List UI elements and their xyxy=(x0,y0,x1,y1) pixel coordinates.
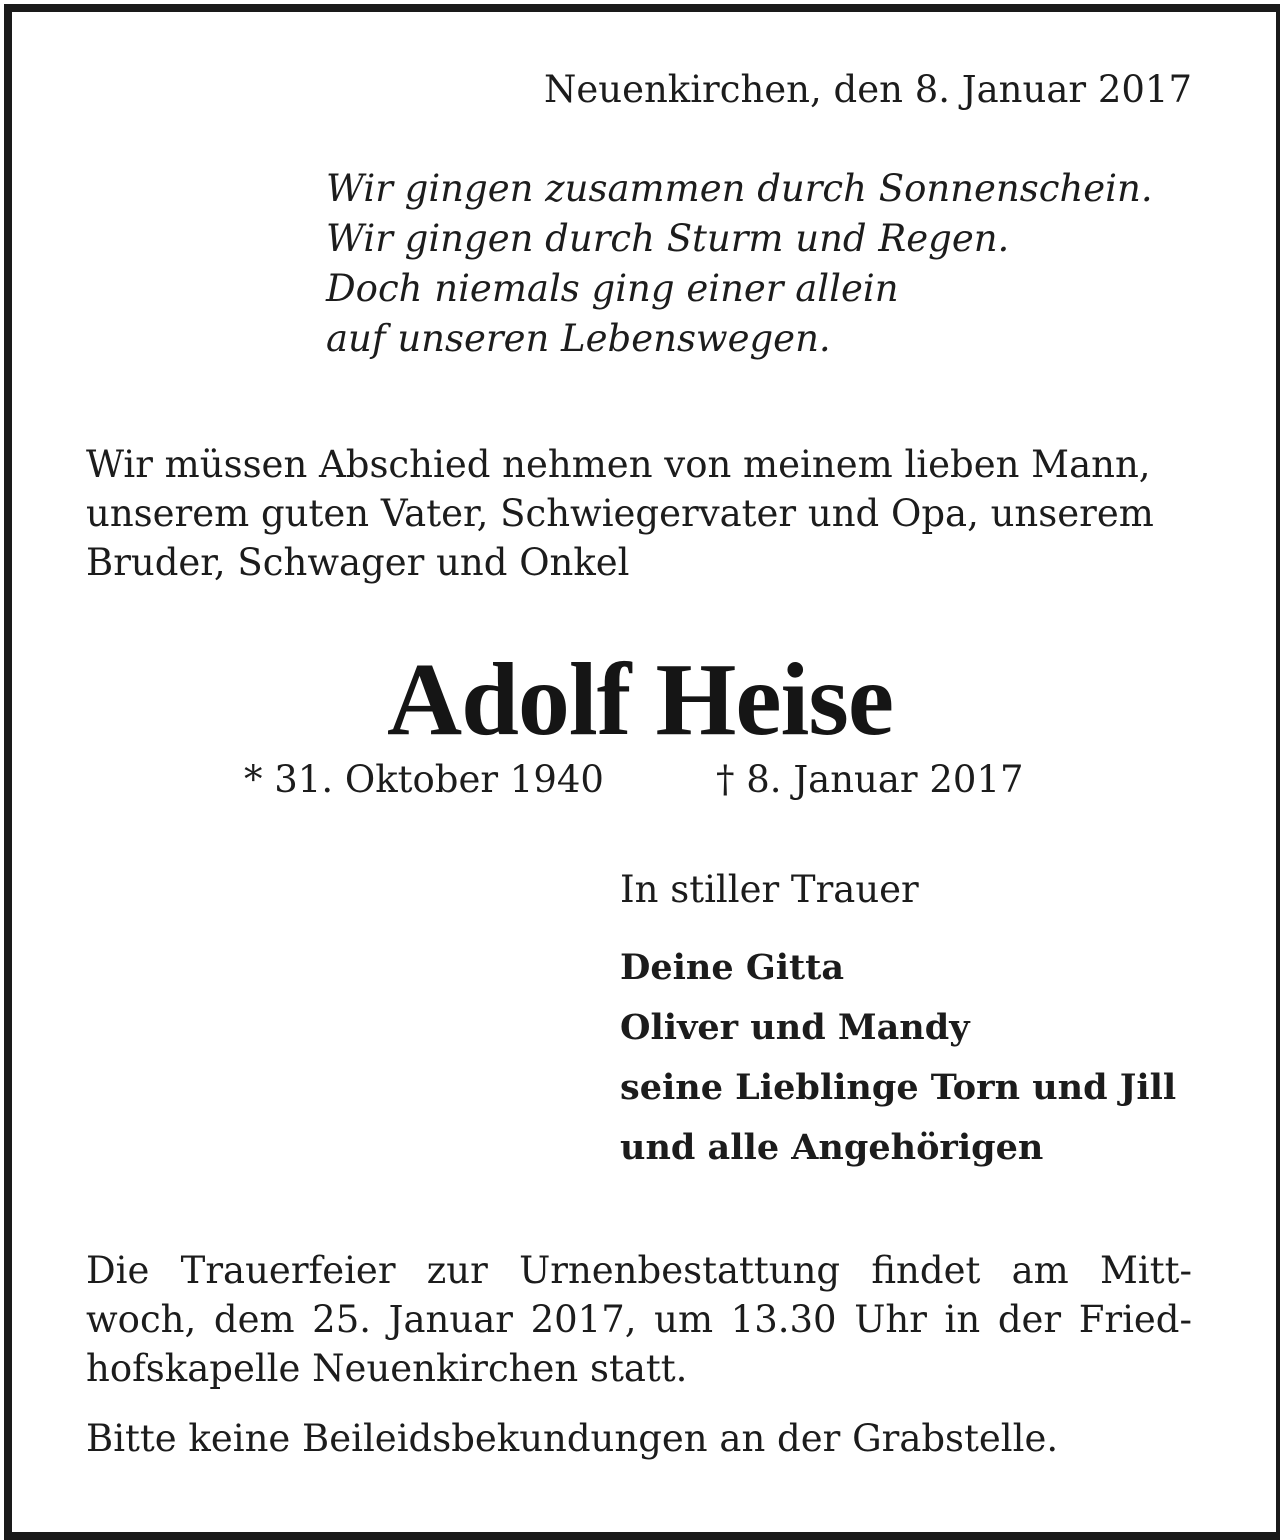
mourning-intro: In stiller Trauer xyxy=(620,868,919,911)
intro-line: Wir müssen Abschied nehmen von meinem lieben Mann, xyxy=(86,443,1151,486)
service-line: hofskapelle Neuenkirchen statt. xyxy=(86,1347,688,1390)
poem-line: auf unseren Lebenswegen. xyxy=(326,317,831,360)
mourner-line: und alle Angehörigen xyxy=(620,1127,1044,1168)
intro-line: Bruder, Schwager und Onkel xyxy=(86,541,630,584)
mourner-line: seine Lieblinge Torn und Jill xyxy=(620,1067,1177,1108)
poem xyxy=(326,164,1153,364)
mourner-line: Deine Gitta xyxy=(620,947,845,988)
deceased-name: Adolf Heise xyxy=(386,642,894,757)
birth-date: * 31. Oktober 1940 xyxy=(244,758,604,801)
mourner-line: Oliver und Mandy xyxy=(620,1007,970,1048)
mourners-list xyxy=(620,938,1176,1178)
poem-line: Wir gingen zusammen durch Sonnenschein. xyxy=(326,167,1153,210)
intro-text xyxy=(86,440,1154,587)
poem-line: Doch niemals ging einer allein xyxy=(326,267,899,310)
service-info xyxy=(86,1246,1192,1393)
poem-line: Wir gingen durch Sturm und Regen. xyxy=(326,217,1010,260)
service-line: Die Trauerfeier zur Urnenbestattung findet am Mitt- xyxy=(86,1249,1192,1292)
condolence-note: Bitte keine Beileidsbekundungen an der Grabstelle. xyxy=(86,1417,1059,1460)
death-date: † 8. Januar 2017 xyxy=(716,758,1024,801)
place-date: Neuenkirchen, den 8. Januar 2017 xyxy=(543,68,1192,111)
service-line: woch, dem 25. Januar 2017, um 13.30 Uhr in der Fried- xyxy=(86,1298,1192,1341)
intro-line: unserem guten Vater, Schwiegervater und Opa, unserem xyxy=(86,492,1154,535)
